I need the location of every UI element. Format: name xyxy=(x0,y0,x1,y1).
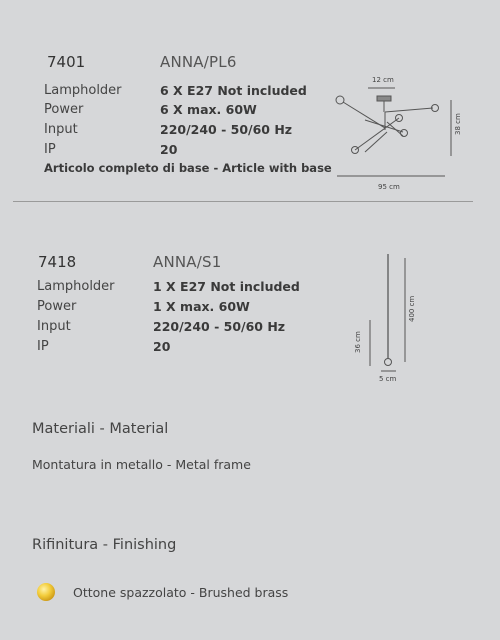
section-divider xyxy=(13,201,473,202)
finishing-heading: Rifinitura - Finishing xyxy=(32,537,177,553)
spec-value: 220/240 - 50/60 Hz xyxy=(160,122,293,137)
spec-value: 220/240 - 50/60 Hz xyxy=(153,319,286,334)
spec-label: Lampholder xyxy=(37,279,115,294)
spec-label: IP xyxy=(44,142,56,157)
spec-label: Input xyxy=(44,122,78,137)
spec-label: Input xyxy=(37,319,71,334)
material-text: Montatura in metallo - Metal frame xyxy=(32,457,251,472)
spec-value: 20 xyxy=(160,142,178,157)
spec-value: 20 xyxy=(153,339,171,354)
pendant-diagram xyxy=(345,250,425,390)
dim-lamp-label: 36 cm xyxy=(354,331,362,353)
spec-value: 6 X E27 Not included xyxy=(160,83,307,98)
spec-label: Power xyxy=(44,102,84,117)
dim-height-label: 38 cm xyxy=(454,113,462,135)
spec-label: Lampholder xyxy=(44,83,122,98)
dim-total-label: 400 cm xyxy=(408,295,416,322)
product-note: Articolo completo di base - Article with base xyxy=(44,161,332,175)
spec-value: 6 X max. 60W xyxy=(160,102,257,117)
product-code: 7401 xyxy=(47,53,86,71)
material-heading: Materiali - Material xyxy=(32,421,169,437)
chandelier-diagram xyxy=(325,70,475,200)
dim-top-label: 12 cm xyxy=(372,76,394,84)
product-code: 7418 xyxy=(38,253,77,271)
product-name: ANNA/PL6 xyxy=(160,53,237,71)
product-name: ANNA/S1 xyxy=(153,253,222,271)
spec-label: IP xyxy=(37,339,49,354)
dim-width-label: 5 cm xyxy=(379,375,397,383)
spec-value: 1 X max. 60W xyxy=(153,299,250,314)
dim-width-label: 95 cm xyxy=(378,183,400,191)
spec-label: Power xyxy=(37,299,77,314)
finishing-text: Ottone spazzolato - Brushed brass xyxy=(73,585,289,600)
spec-value: 1 X E27 Not included xyxy=(153,279,300,294)
brass-swatch xyxy=(37,583,55,601)
